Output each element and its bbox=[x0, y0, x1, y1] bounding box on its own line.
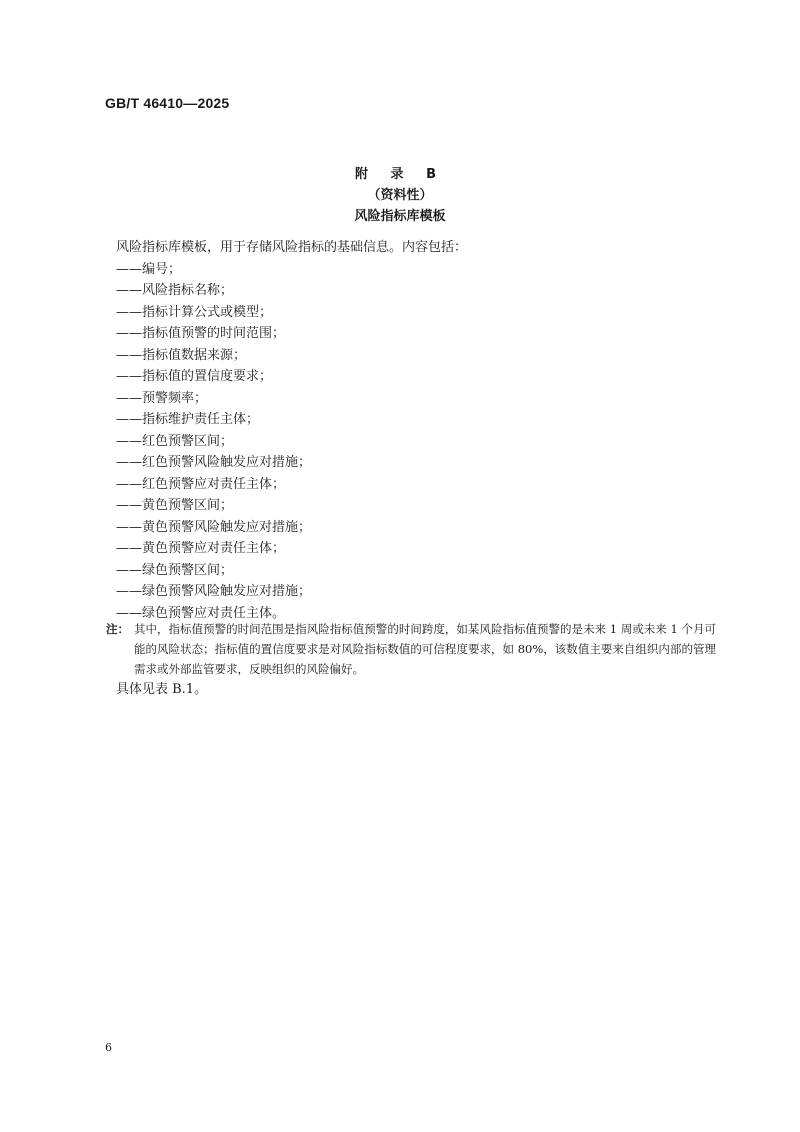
list-item: ——绿色预警区间； bbox=[116, 562, 234, 578]
list-item: ——红色预警应对责任主体； bbox=[116, 476, 286, 492]
intro-paragraph: 风险指标库模板，用于存储风险指标的基础信息。内容包括： bbox=[116, 240, 468, 255]
note-block bbox=[106, 619, 716, 679]
list-item: ——红色预警区间； bbox=[116, 433, 234, 449]
list-item: ——指标值的置信度要求； bbox=[116, 369, 273, 384]
standard-code: GB/T 46410—2025 bbox=[105, 95, 230, 111]
list-item: ——黄色预警区间； bbox=[116, 498, 234, 513]
list-item: ——黄色预警风险触发应对措施； bbox=[116, 519, 312, 535]
list-item: ——指标计算公式或模型； bbox=[116, 304, 273, 320]
list-item: ——风险指标名称； bbox=[116, 283, 234, 298]
list-item: ——绿色预警风险触发应对措施； bbox=[116, 584, 312, 599]
list-item: ——绿色预警应对责任主体。 bbox=[116, 605, 286, 621]
appendix-heading bbox=[0, 164, 800, 227]
content-list bbox=[116, 237, 467, 624]
list-item: ——编号； bbox=[116, 261, 182, 277]
page-number: 6 bbox=[105, 1041, 112, 1054]
list-item: ——指标值预警的时间范围； bbox=[116, 326, 286, 341]
closing-paragraph: 具体见表 B.1。 bbox=[116, 682, 208, 697]
list-item: ——预警频率； bbox=[116, 390, 208, 406]
list-item: ——指标维护责任主体； bbox=[116, 412, 260, 427]
appendix-nature: （资料性） bbox=[367, 188, 433, 203]
appendix-title: 风险指标库模板 bbox=[354, 209, 446, 224]
list-item: ——红色预警风险触发应对措施； bbox=[116, 455, 312, 470]
note-text: 其中，指标值预警的时间范围是指风险指标值预警的时间跨度，如某风险指标值预警的是未来 1 周或未来 1 个月可能的风险状态；指标值的置信度要求是对风险指标数值的可信程度要求，如 80%，该数值主要来自组织内部的管理需求或外部监管要求，反映组织的风险偏好。 bbox=[134, 622, 716, 676]
appendix-label: 附 录 B bbox=[355, 167, 445, 182]
list-item: ——指标值数据来源； bbox=[116, 347, 247, 363]
list-item: ——黄色预警应对责任主体； bbox=[116, 541, 286, 556]
note-label: 注： bbox=[106, 622, 129, 636]
